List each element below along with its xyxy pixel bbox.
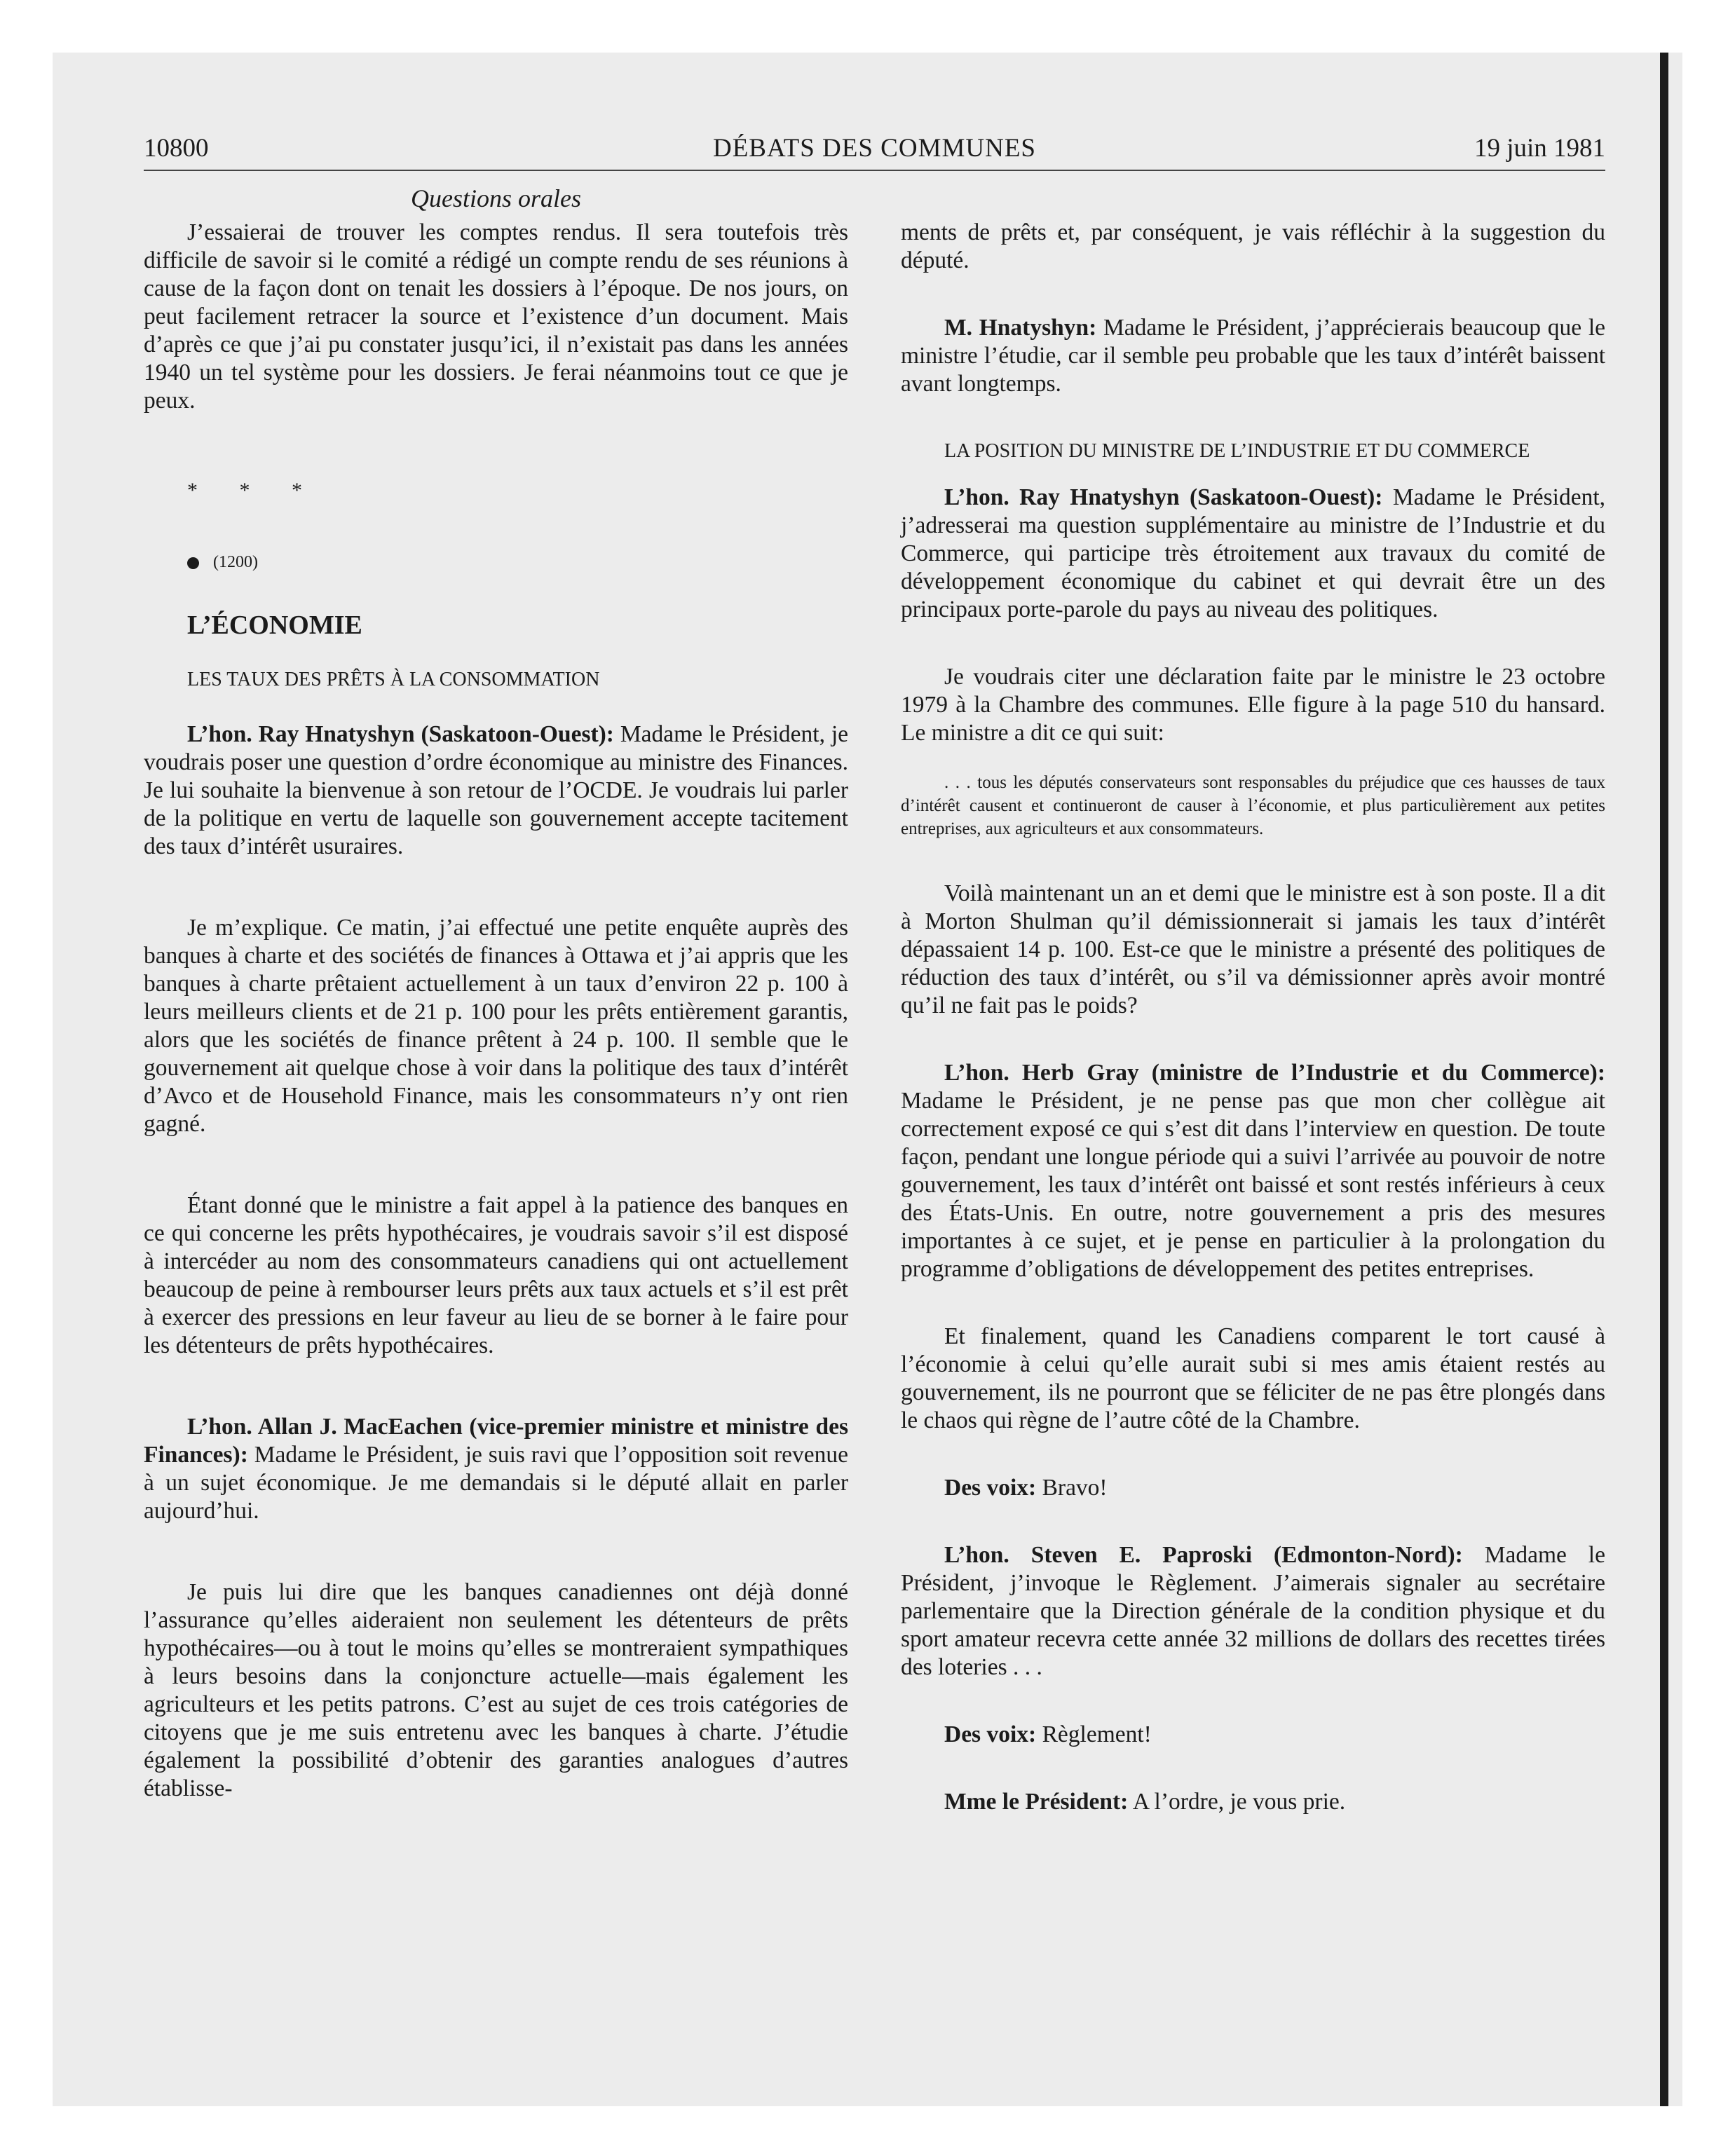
speech-text: Madame le Président, j’invoque le Règlement. J’aimerais signaler au secrétaire parlementaire que la Direction générale de la condition physique et du sport amateur recevra cette année 32 millions de dollars des recettes tirées des loteries . . . bbox=[901, 1542, 1605, 1680]
page-edge-shadow bbox=[1660, 53, 1668, 2106]
left-column bbox=[144, 219, 848, 1803]
speech-paragraph bbox=[901, 1059, 1605, 1283]
issue-date: 19 juin 1981 bbox=[1474, 134, 1605, 163]
paragraph: Étant donné que le ministre a fait appel à la patience des banques en ce qui concerne les prêts hypothécaires, je voudrais savoir s’il est disposé à intercéder au nom des consommateurs canadiens qui ont actuellement beaucoup de peine à rembourser leurs prêts aux taux actuels et s’il est prêt à exercer des pressions en leur faveur au lieu de se borner à le faire pour les détenteurs de prêts hypothécaires. bbox=[144, 1192, 848, 1358]
speech-text: A l’ordre, je vous prie. bbox=[1128, 1789, 1346, 1815]
speaker-name: L’hon. Steven E. Paproski (Edmonton-Nord): bbox=[944, 1542, 1463, 1568]
paragraph: Et finalement, quand les Canadiens comparent le tort causé à l’économie à celui qu’elle aurait subi si mes amis étaient restés au gouvernement, ils ne pourront que se féliciter de ne pas être plongés dans le chaos qui règne de l’autre côté de la Chambre. bbox=[901, 1323, 1605, 1433]
speaker-name: L’hon. Herb Gray (ministre de l’Industrie et du Commerce): bbox=[944, 1060, 1605, 1086]
speech-text: Madame le Président, j’adresserai ma question supplémentaire au ministre de l’Industrie et du Commerce, qui participe très étroitement aux travaux du comité de développement économique du cabinet et qui devrait être un des principaux porte-parole du pays au niveau des politiques. bbox=[901, 484, 1605, 622]
speech-paragraph bbox=[901, 1721, 1605, 1749]
timestamp bbox=[144, 548, 848, 576]
document-page bbox=[144, 133, 1605, 1815]
subsection-heading: LES TAUX DES PRÊTS À LA CONSOMMATION bbox=[187, 669, 600, 690]
speech-text: Règlement! bbox=[1036, 1721, 1152, 1747]
speech-paragraph bbox=[144, 721, 848, 861]
block-quote: . . . tous les députés conservateurs sont responsables du préjudice que ces hausses de taux d’intérêt causent et continueront de causer à l’économie, et plus particulièrement aux petites entreprises, aux agriculteurs et aux consommateurs. bbox=[901, 773, 1605, 838]
section-label: Questions orales bbox=[411, 184, 581, 212]
speech-text: Madame le Président, je voudrais poser une question d’ordre économique au ministre des Finances. Je lui souhaite la bienvenue à son retour de l’OCDE. Je voudrais lui parler de la politique en vertu de laquelle son gouvernement accepte tacitement des taux d’intérêt usuraires. bbox=[144, 721, 849, 859]
right-column bbox=[901, 219, 1605, 1816]
speech-text: Madame le Président, je ne pense pas que mon cher collègue ait correctement exposé ce qui s’est dit dans l’interview en question. De toute façon, pendant une longue période qui a suivi l’arrivée au pouvoir de notre gouvernement, les taux d’intérêt ont baissé et sont restés inférieurs à ceux des États-Unis. En outre, notre gouvernement a pris des mesures importantes à ce sujet, et je pense en particulier à la prolongation du programme d’obligations de développement des petites entreprises. bbox=[901, 1088, 1605, 1282]
paragraph: J’essaierai de trouver les comptes rendus. Il sera toutefois très difficile de savoir si le comité a rédigé un compte rendu de ses réunions à cause de la façon dont on tenait les dossiers à l’époque. De nos jours, on peut facilement retracer la source et l’existence d’un document. Mais d’après ce que j’ai pu constater jusqu’ici, il n’existait pas dans les années 1940 un tel système pour les dossiers. Je ferai néanmoins tout ce que je peux. bbox=[144, 219, 848, 414]
paragraph: ments de prêts et, par conséquent, je vais réfléchir à la suggestion du député. bbox=[901, 219, 1605, 273]
speech-paragraph bbox=[901, 1541, 1605, 1681]
speech-paragraph bbox=[901, 1788, 1605, 1816]
speaker-name: Mme le Président: bbox=[944, 1789, 1129, 1815]
speaker-name: Des voix: bbox=[944, 1475, 1037, 1501]
speaker-name: Des voix: bbox=[944, 1721, 1037, 1747]
paragraph: Voilà maintenant un an et demi que le ministre est à son poste. Il a dit à Morton Shulman qu’il démissionnerait si jamais les taux d’intérêt dépassaient 14 p. 100. Est-ce que le ministre a présenté des politiques de réduction des taux d’intérêt, ou s’il va démissionner après avoir montré qu’il ne fait pas le poids? bbox=[901, 880, 1605, 1018]
speech-paragraph bbox=[901, 314, 1605, 398]
speech-text: Madame le Président, je suis ravi que l’opposition soit revenue à un sujet économique. Je me demandais si le député allait en parler aujourd’hui. bbox=[144, 1442, 848, 1524]
page-number: 10800 bbox=[144, 134, 209, 163]
speech-text: Bravo! bbox=[1036, 1475, 1108, 1501]
speaker-name: L’hon. Ray Hnatyshyn (Saskatoon-Ouest): bbox=[944, 484, 1383, 510]
running-header bbox=[144, 133, 1605, 171]
speech-paragraph bbox=[901, 1474, 1605, 1502]
speaker-name: L’hon. Allan J. MacEachen (vice-premier ministre et ministre des Finances): bbox=[144, 1414, 848, 1468]
bullet-icon bbox=[187, 557, 199, 569]
speaker-name: L’hon. Ray Hnatyshyn (Saskatoon-Ouest): bbox=[187, 721, 614, 747]
section-heading: L’ÉCONOMIE bbox=[187, 610, 362, 640]
speech-paragraph bbox=[144, 1413, 848, 1525]
subsection-heading: LA POSITION DU MINISTRE DE L’INDUSTRIE ET DU COMMERCE bbox=[944, 440, 1530, 462]
speaker-name: M. Hnatyshyn: bbox=[944, 315, 1097, 341]
paragraph: Je voudrais citer une déclaration faite par le ministre le 23 octobre 1979 à la Chambre des communes. Elle figure à la page 510 du hansard. Le ministre a dit ce qui suit: bbox=[901, 664, 1605, 746]
timestamp-label: (1200) bbox=[213, 553, 258, 571]
speech-paragraph bbox=[901, 484, 1605, 624]
section-divider-stars: * * * bbox=[187, 479, 320, 502]
paragraph: Je puis lui dire que les banques canadiennes ont déjà donné l’assurance qu’elles aideraient non seulement les détenteurs de prêts hypothécaires—ou à tout le moins qu’elles se montreraient sympathiques à leurs besoins dans la conjoncture actuelle—mais également les agriculteurs et les petits patrons. C’est au sujet de ces trois catégories de citoyens que je me suis entretenu avec les banques à charte. J’étudie également la possibilité d’obtenir des garanties analogues d’autres établisse- bbox=[144, 1579, 848, 1801]
publication-title: DÉBATS DES COMMUNES bbox=[712, 134, 1036, 163]
speech-text: Madame le Président, j’apprécierais beaucoup que le ministre l’étudie, car il semble peu probable que les taux d’intérêt baissent avant longtemps. bbox=[901, 315, 1605, 397]
paragraph: Je m’explique. Ce matin, j’ai effectué une petite enquête auprès des banques à charte et des sociétés de finances à Ottawa et j’ai appris que les banques à charte prêtaient actuellement à un taux d’environ 22 p. 100 à leurs meilleurs clients et de 21 p. 100 pour les prêts entièrement garantis, alors que les sociétés de finance prêtent à 24 p. 100. Il semble que le gouvernement ait quelque chose à voir dans la politique des taux d’intérêt d’Avco et de Household Finance, mais les consommateurs n’y ont rien gagné. bbox=[144, 915, 848, 1137]
